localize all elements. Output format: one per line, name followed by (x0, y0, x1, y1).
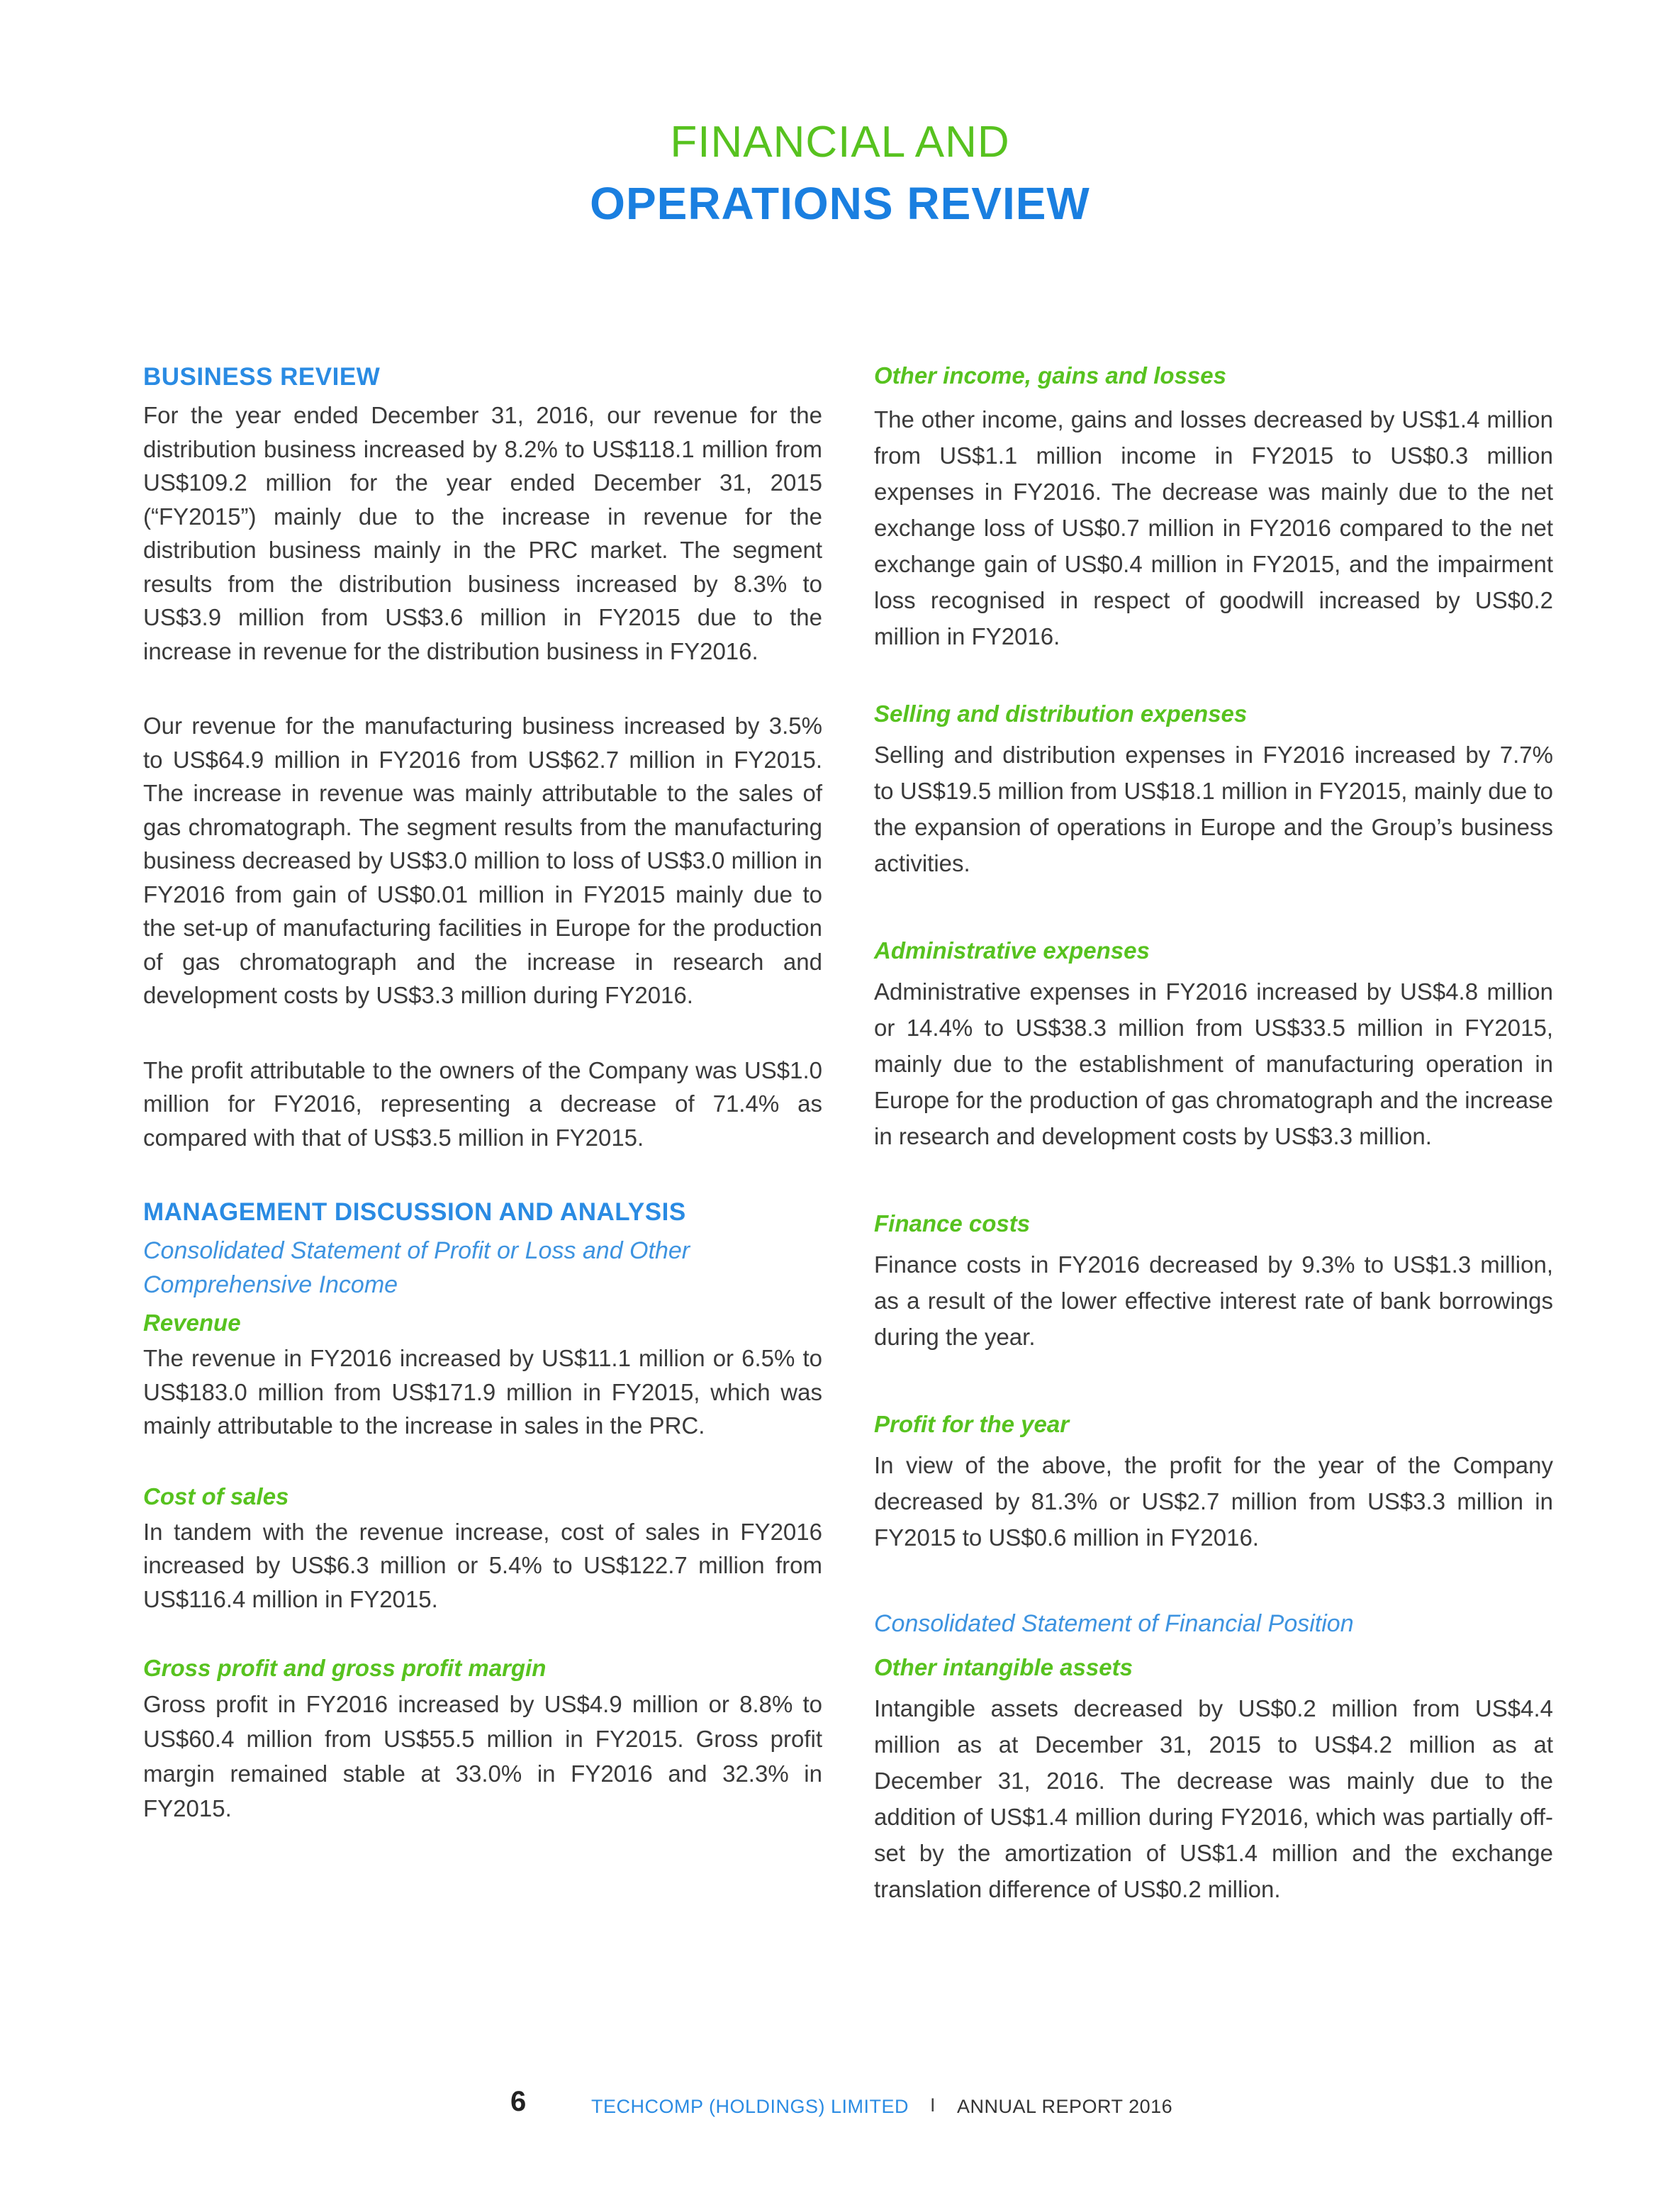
footer-report-title: ANNUAL REPORT 2016 (957, 2096, 1173, 2117)
page-title-line1: FINANCIAL AND (670, 118, 1010, 167)
financial-position-heading: Consolidated Statement of Financial Position (874, 1610, 1354, 1637)
business-review-heading: BUSINESS REVIEW (143, 363, 381, 391)
profit-for-year-paragraph: In view of the above, the profit for the year of the Company decreased by 81.3% or US$2.7 million from US$3.3 million in FY2015 to US$0.6 million in FY2016. (874, 1452, 1553, 1551)
left-column (143, 355, 822, 1826)
page-number: 6 (510, 2086, 527, 2117)
gross-profit-paragraph: Gross profit in FY2016 increased by US$4.9 million or 8.8% to US$60.4 million from US$55.5 million in FY2015. Gross profit margin remained stable at 33.0% in FY2016 and 32.3% in FY2015. (143, 1691, 822, 1821)
page-footer (0, 2086, 1680, 2121)
selling-distribution-heading: Selling and distribution expenses (874, 701, 1248, 727)
mda-subheading: Consolidated Statement of Profit or Loss and Other Comprehensive Income (143, 1237, 690, 1298)
revenue-heading: Revenue (143, 1310, 241, 1336)
profit-for-year-heading: Profit for the year (874, 1411, 1070, 1437)
mda-heading: MANAGEMENT DISCUSSION AND ANALYSIS (143, 1198, 686, 1226)
administrative-expenses-paragraph: Administrative expenses in FY2016 increased by US$4.8 million or 14.4% to US$38.3 million from US$33.5 million in FY2015, mainly due to the establishment of manufacturing operation in Europe for the production of gas chromatograph and the increase in research and development costs by US$3.3 million. (874, 978, 1553, 1149)
page-header (0, 113, 1680, 235)
finance-costs-paragraph: Finance costs in FY2016 decreased by 9.3% to US$1.3 million, as a result of the lower effective interest rate of bank borrowings during the year. (874, 1251, 1553, 1350)
footer-separator: I (930, 2094, 936, 2116)
cost-of-sales-heading: Cost of sales (143, 1483, 289, 1509)
selling-distribution-paragraph: Selling and distribution expenses in FY2016 increased by 7.7% to US$19.5 million from US$18.1 million in FY2015, mainly due to the expansion of operations in Europe and the Group’s business activities. (874, 742, 1553, 876)
right-column (874, 355, 1553, 1907)
administrative-expenses-heading: Administrative expenses (874, 937, 1150, 964)
gross-profit-heading: Gross profit and gross profit margin (143, 1655, 547, 1681)
business-review-paragraph-2: Our revenue for the manufacturing business increased by 3.5% to US$64.9 million in FY2016 from US$62.7 million in FY2015. The increase in revenue was mainly attributable to the sales of gas chromatograph. The segment results from the manufacturing business decreased by US$3.0 million to loss of US$3.0 million in FY2016 from gain of US$0.01 million in FY2015 mainly due to the set-up of manufacturing facilities in Europe for the production of gas chromatograph and the increase in research and development costs by US$3.3 million during FY2016. (143, 713, 822, 1008)
revenue-paragraph: The revenue in FY2016 increased by US$11.1 million or 6.5% to US$183.0 million from US$171.9 million in FY2015, which was mainly attributable to the increase in sales in the PRC. (143, 1345, 822, 1439)
business-review-paragraph-3: The profit attributable to the owners of the Company was US$1.0 million for FY2016, representing a decrease of 71.4% as compared with that of US$3.5 million in FY2015. (143, 1056, 822, 1151)
other-income-heading: Other income, gains and losses (874, 362, 1226, 389)
business-review-paragraph-1: For the year ended December 31, 2016, our revenue for the distribution business increased by 8.2% to US$118.1 million from US$109.2 million for the year ended December 31, 2015 (“FY2015”) mainly due to the increase in revenue for the distribution business mainly in the PRC market. The segment results from the distribution business increased by 8.3% to US$3.9 million from US$3.6 million in FY2015 due to the increase in revenue for the distribution business in FY2016. (143, 402, 822, 664)
footer-company-name: TECHCOMP (HOLDINGS) LIMITED (591, 2096, 909, 2117)
finance-costs-heading: Finance costs (874, 1210, 1031, 1237)
page-title-line2: OPERATIONS REVIEW (590, 178, 1090, 229)
other-income-paragraph: The other income, gains and losses decreased by US$1.4 million from US$1.1 million income in FY2015 to US$0.3 million expenses in FY2016. The decrease was mainly due to the net exchange loss of US$0.7 million in FY2016 compared to the net exchange gain of US$0.4 million in FY2015, and the impairment loss recognised in respect of goodwill increased by US$0.2 million in FY2016. (874, 406, 1553, 649)
cost-of-sales-paragraph: In tandem with the revenue increase, cost of sales in FY2016 increased by US$6.3 million or 5.4% to US$122.7 million from US$116.4 million in FY2015. (143, 1518, 822, 1612)
intangible-assets-paragraph: Intangible assets decreased by US$0.2 million from US$4.4 million as at December 31, 2015 to US$4.2 million as at December 31, 2016. The decrease was mainly due to the addition of US$1.4 million during FY2016, which was partially off-set by the amortization of US$1.4 million and the exchange translation difference of US$0.2 million. (874, 1695, 1553, 1902)
intangible-assets-heading: Other intangible assets (874, 1654, 1133, 1680)
